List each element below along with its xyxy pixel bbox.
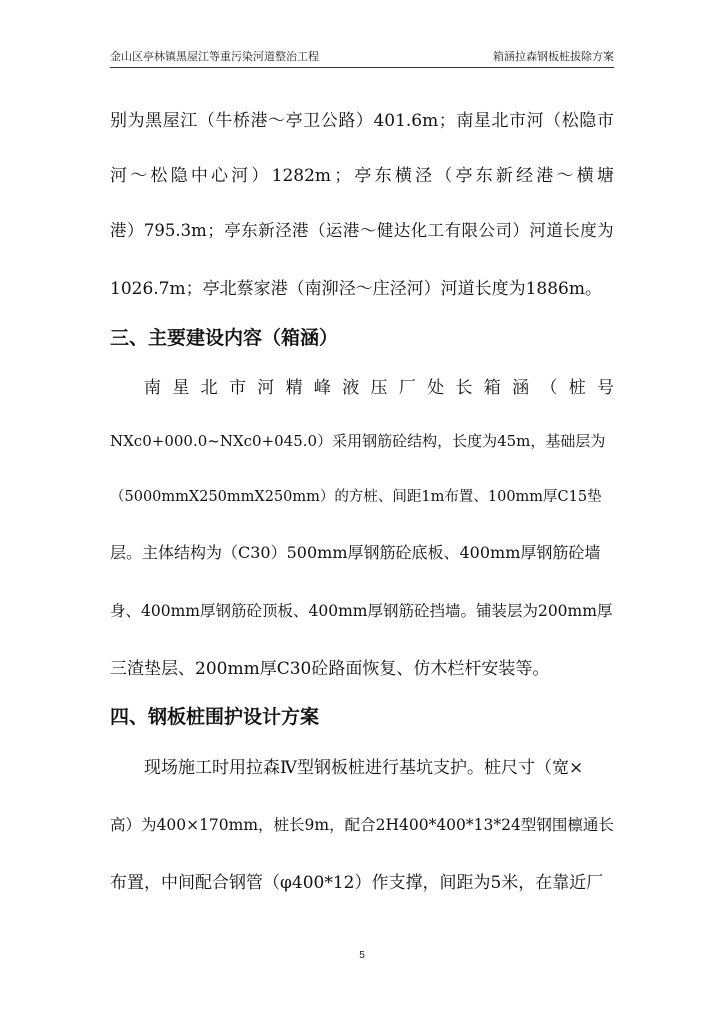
section-heading: 三、主要建设内容（箱涵）: [110, 327, 339, 349]
header-divider: [110, 67, 614, 68]
text-glyph: ；: [334, 166, 352, 186]
text-glyph: 市: [228, 378, 246, 398]
text-glyph: 为: [597, 221, 614, 240]
text-glyph: 亭: [285, 111, 303, 131]
text-glyph: 东: [241, 221, 258, 240]
paragraph-line: 现场施工时用拉森Ⅳ型钢板桩进行基坑支护。桩尺寸（宽×: [144, 758, 584, 778]
paragraph-line: 层。主体结构为（C30）500mm厚钢筋砼底板、400mm厚钢筋砼墙: [110, 543, 601, 562]
paragraph-line: 1026.7m；亭北蔡家港（南泖泾～庄泾河）河道长度为1886m。: [110, 279, 602, 299]
text-glyph: ）: [126, 221, 144, 240]
text-glyph: 港: [536, 166, 554, 186]
text-glyph: 北: [200, 378, 218, 398]
text-glyph: 新: [495, 166, 513, 186]
paragraph-line: 布置，中间配合钢管（φ400*12）作支撑，间距为5米，在靠近厂: [110, 873, 604, 893]
text-glyph: 经: [516, 166, 534, 186]
text-glyph: 港: [342, 221, 360, 240]
text-glyph: ～: [359, 221, 377, 240]
text-glyph: 1282m: [271, 166, 332, 186]
paragraph-line: 三渣垫层、200mm厚C30砼路面恢复、仿木栏杆安装等。: [110, 659, 550, 679]
text-glyph: 有: [444, 221, 462, 240]
text-glyph: ）: [512, 221, 529, 240]
text-glyph: 港: [110, 221, 127, 240]
text-glyph: 液: [342, 378, 360, 398]
text-glyph: 星: [172, 378, 190, 398]
text-glyph: 南: [144, 378, 161, 398]
text-glyph: 401.6m: [373, 111, 439, 131]
text-glyph: 市: [509, 111, 527, 131]
text-glyph: （: [197, 111, 215, 131]
paragraph-line: [144, 375, 614, 401]
header-document-title: 箱涵拉森钢板桩拔除方案: [493, 50, 614, 63]
text-glyph: ）: [355, 111, 373, 131]
text-glyph: 塘: [596, 166, 614, 186]
text-glyph: 河: [231, 166, 249, 186]
text-glyph: 桥: [232, 111, 250, 131]
text-glyph: 横: [394, 166, 412, 186]
text-glyph: ）: [251, 166, 269, 186]
text-glyph: 隐: [579, 111, 597, 131]
text-glyph: 限: [461, 221, 479, 240]
text-glyph: 南: [456, 111, 474, 131]
text-glyph: 箱: [483, 378, 501, 398]
page-header: [110, 50, 614, 66]
header-project-title: 金山区亭林镇黑屋江等重污染河道整治工程: [110, 50, 319, 63]
text-glyph: （: [435, 166, 453, 186]
text-glyph: ；: [438, 111, 456, 131]
text-glyph: 市: [596, 111, 614, 131]
paragraph-line: [110, 218, 614, 244]
text-glyph: （: [540, 378, 558, 398]
paragraph-line: 高）为400×170mm，桩长9m，配合2H400*400*13*24型钢围檩通长: [110, 816, 614, 834]
text-glyph: 黑: [145, 111, 163, 131]
text-glyph: 长: [563, 221, 580, 240]
text-glyph: 松: [561, 111, 579, 131]
text-glyph: 为: [127, 111, 145, 131]
text-glyph: 道: [546, 221, 563, 240]
text-glyph: 长: [455, 378, 473, 398]
text-glyph: 运: [325, 221, 343, 240]
text-glyph: 压: [370, 378, 388, 398]
text-glyph: （: [308, 221, 326, 240]
text-glyph: 化: [410, 221, 428, 240]
text-glyph: 屋: [162, 111, 180, 131]
text-glyph: 达: [393, 221, 411, 240]
text-glyph: 度: [580, 221, 597, 240]
text-glyph: 松: [150, 166, 168, 186]
text-glyph: 精: [285, 378, 303, 398]
text-glyph: 795.3m: [143, 221, 207, 240]
text-glyph: 泾: [275, 221, 292, 240]
text-glyph: 星: [473, 111, 491, 131]
text-glyph: 涵: [512, 378, 530, 398]
paragraph-line: （5000mmX250mmX250mm）的方桩、间距1m布置、100mm厚C15垫: [110, 489, 602, 505]
text-glyph: 横: [576, 166, 594, 186]
text-glyph: 隐: [170, 166, 188, 186]
text-glyph: （: [544, 111, 562, 131]
text-glyph: ～: [130, 166, 148, 186]
text-glyph: ；: [207, 221, 224, 240]
text-glyph: 亭: [224, 221, 241, 240]
text-glyph: 江: [180, 111, 198, 131]
text-glyph: 公: [320, 111, 338, 131]
text-glyph: 公: [478, 221, 495, 240]
text-glyph: 东: [374, 166, 392, 186]
text-glyph: 新: [258, 221, 275, 240]
text-glyph: 河: [529, 221, 546, 240]
text-glyph: ～: [556, 166, 574, 186]
text-glyph: 心: [211, 166, 229, 186]
text-glyph: 北: [491, 111, 509, 131]
text-glyph: 泾: [415, 166, 433, 186]
text-glyph: 河: [257, 378, 275, 398]
text-glyph: 东: [475, 166, 493, 186]
text-glyph: 健: [376, 221, 394, 240]
text-glyph: 港: [292, 221, 309, 240]
text-glyph: 处: [427, 378, 445, 398]
text-glyph: 路: [338, 111, 356, 131]
text-glyph: 峰: [313, 378, 331, 398]
text-glyph: 厂: [398, 378, 416, 398]
text-glyph: 卫: [303, 111, 321, 131]
text-glyph: ～: [268, 111, 286, 131]
paragraph-line: [110, 163, 614, 189]
text-glyph: 牛: [215, 111, 233, 131]
text-glyph: 司: [495, 221, 512, 240]
text-glyph: 中: [190, 166, 208, 186]
paragraph-line: 身、400mm厚钢筋砼顶板、400mm厚钢筋砼挡墙。铺装层为200mm厚: [110, 602, 613, 620]
paragraph-line: [110, 108, 614, 134]
text-glyph: 号: [597, 378, 614, 398]
text-glyph: 港: [250, 111, 268, 131]
page-number: 5: [359, 950, 365, 961]
text-glyph: 桩: [568, 378, 586, 398]
section-heading: 四、钢板桩围护设计方案: [110, 706, 320, 728]
text-glyph: 亭: [455, 166, 473, 186]
paragraph-line: NXc0+000.0~NXc0+045.0）采用钢筋砼结构，长度为45m，基础层为: [110, 432, 606, 450]
text-glyph: 工: [427, 221, 445, 240]
text-glyph: 别: [110, 111, 127, 131]
text-glyph: 亭: [354, 166, 372, 186]
text-glyph: 河: [526, 111, 544, 131]
text-glyph: 河: [110, 166, 127, 186]
